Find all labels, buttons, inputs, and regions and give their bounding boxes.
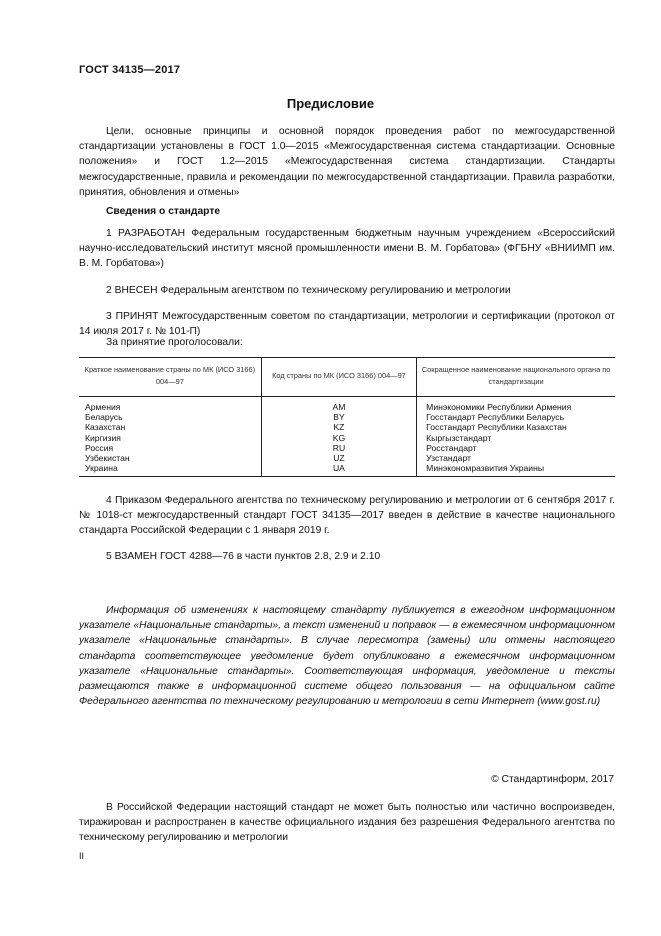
amendments-info-paragraph: Информация об изменениях к настоящему стандарту публикуется в ежегодном информационном указателе «Национальные стандарты», а текст изменений и поправок — в ежемесячном информационном указателе «Национальные стандарты». В случае пересмотра (замены) или отмены настоящего стандарта соответствующее уведомление будет опубликовано в ежемесячном информационном указателе «Национальные стандарты». Соответствующая информация, уведомление и тексты размещаются также в информационной системе общего пользования — на официальном сайте Федерального агентства по техническому регулированию и метрологии в сети Интернет (www.gost.ru) (79, 605, 615, 708)
country-cell: Армения (85, 402, 121, 412)
voting-table (79, 357, 615, 477)
body-cell: Узстандарт (417, 453, 615, 463)
code-cell: RU (261, 443, 416, 453)
body-cell: Госстандарт Республики Казахстан (417, 422, 615, 432)
intro-paragraph: Цели, основные принципы и основной порядок проведения работ по межгосударственной стандартизации установлены в ГОСТ 1.0—2015 «Межгосударственная система стандартизации. Основные положения» и ГОСТ 1.2—2015 «Межгосударственная система стандартизации. Стандарты межгосударственные, правила и рекомендации по межгосударственной стандартизации. Правила разработки, принятия, обновления и отмены» (79, 126, 615, 198)
page-title: Предисловие (286, 96, 375, 111)
reproduction-notice: В Российской Федерации настоящий стандарт не может быть полностью или частично воспроизведен, тиражирован и распространен в качестве официального издания без разрешения Федерального агентства по техническому регулированию и метрологии (79, 802, 615, 844)
country-cell: Украина (79, 463, 261, 477)
body-cell: Кыргызстандарт (417, 433, 615, 443)
code-cell: BY (261, 412, 416, 422)
item-1-paragraph: 1 РАЗРАБОТАН Федеральным государственным бюджетным научным учреждением «Всероссийский научно-исследовательский институт мясной промышленности имени В. М. Горбатова» (ФГБНУ «ВНИИМП им. В. М. Горбатова») (79, 228, 615, 270)
copyright-notice: © Стандартинформ, 2017 (491, 774, 614, 785)
table-header-code: Код страны по МК (ИСО 3166) 004—97 (261, 358, 416, 397)
table-header-row (79, 358, 615, 397)
country-cell: Киргизия (85, 432, 121, 443)
code-cell: AM (261, 397, 416, 413)
table-row (79, 463, 615, 477)
vote-caption: За принятие проголосовали: (106, 337, 243, 348)
country-cell: Казахстан (85, 422, 126, 433)
item-5-paragraph: 5 ВЗАМЕН ГОСТ 4288—76 в части пунктов 2.8, 2.9 и 2.10 (106, 551, 381, 562)
body-cell: Госстандарт Республики Беларусь (417, 412, 615, 422)
table-row (79, 412, 615, 422)
item-4-paragraph: 4 Приказом Федерального агентства по техническому регулированию и метрологии от 6 сентября 2017 г. № 1018-ст межгосударственный стандарт ГОСТ 34135—2017 введен в действие в качестве национального стандарта Российской Федерации с 1 января 2019 г. (79, 495, 615, 537)
table-header-body: Сокращенное наименование национального органа по стандартизации (417, 358, 615, 397)
table-row (79, 443, 615, 453)
body-cell: Минэкономики Республики Армения (417, 397, 615, 413)
page-number: II (79, 851, 85, 861)
code-cell: KG (261, 433, 416, 443)
standard-code-header: ГОСТ 34135—2017 (79, 64, 181, 76)
code-cell: UA (261, 463, 416, 477)
country-cell: Узбекистан (85, 453, 130, 464)
section-subheading: Сведения о стандарте (106, 206, 221, 217)
country-cell: Россия (85, 442, 114, 453)
body-cell: Росстандарт (417, 443, 615, 453)
table-row (79, 433, 615, 443)
item-3-paragraph: 3 ПРИНЯТ Межгосударственным советом по стандартизации, метрологии и сертификации (протокол от 14 июля 2017 г. № 101-П) (79, 311, 615, 338)
code-cell: UZ (261, 453, 416, 463)
table-header-country: Краткое наименование страны по МК (ИСО 3166) 004—97 (79, 358, 261, 397)
table-row (79, 453, 615, 463)
table-row (79, 422, 615, 432)
table-row (79, 397, 615, 413)
country-cell: Беларусь (85, 412, 123, 423)
body-cell: Минэкономразвития Украины (417, 463, 615, 477)
item-2-paragraph: 2 ВНЕСЕН Федеральным агентством по техническому регулированию и метрологии (106, 285, 511, 296)
code-cell: KZ (261, 422, 416, 432)
